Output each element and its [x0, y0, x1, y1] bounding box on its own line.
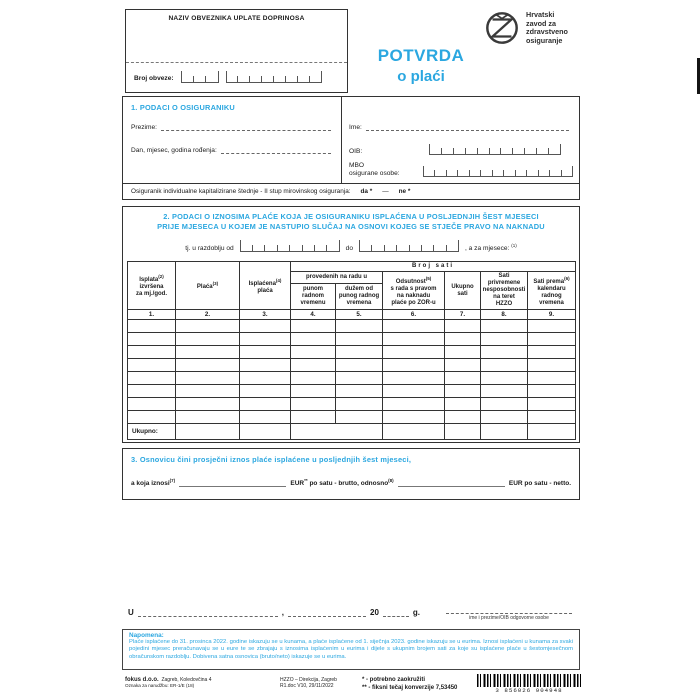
- broj-obveze-row: [134, 71, 341, 83]
- napomena-box: [122, 629, 580, 670]
- table-cell[interactable]: [291, 346, 336, 359]
- table-cell[interactable]: [445, 359, 481, 372]
- period-from-input[interactable]: [240, 240, 340, 252]
- col4-header: punom radnom vremenu: [291, 284, 336, 310]
- comma-label: ,: [281, 608, 285, 617]
- footer-printer-info: [125, 677, 212, 689]
- totals-row: [128, 424, 576, 440]
- pension-option-yes[interactable]: da *: [360, 188, 373, 195]
- table-cell[interactable]: [240, 385, 291, 398]
- broj-obveze-input-1[interactable]: [181, 71, 219, 83]
- barcode-digits: 3 856026 904948: [495, 687, 563, 694]
- table-cell[interactable]: [528, 385, 576, 398]
- period-to-input[interactable]: [359, 240, 459, 252]
- section-1-divider: [341, 97, 342, 183]
- table-cell[interactable]: [336, 359, 383, 372]
- order-code: Oznaka za narudžbu: ER-1/E (18): [125, 683, 195, 688]
- period-prefix-label: tj. u razdoblju od: [185, 245, 234, 252]
- table-cell[interactable]: [240, 372, 291, 385]
- col2-header: Plaća$^{(3)}$: [176, 262, 240, 310]
- table-cell[interactable]: [481, 372, 528, 385]
- title-line-2: o plaći: [397, 68, 445, 85]
- payer-box-title: NAZIV OBVEZNIKA UPLATE DOPRINOSA: [168, 15, 305, 22]
- pension-option-no[interactable]: ne *: [398, 188, 411, 195]
- period-row: [123, 240, 579, 252]
- year-prefix-label: 20: [370, 608, 379, 617]
- table-row: [128, 372, 576, 385]
- table-row: [128, 320, 576, 333]
- table-cell[interactable]: [528, 346, 576, 359]
- col1-header: Isplata$^{(2)}$ izvršena za mj./god.: [128, 262, 176, 310]
- table-cell[interactable]: [383, 411, 445, 424]
- table-cell[interactable]: [291, 398, 336, 411]
- broj-obveze-label: Broj obveze:: [134, 75, 174, 82]
- pension-pillar-row: [123, 183, 579, 199]
- table-cell[interactable]: [445, 346, 481, 359]
- napomena-label: Napomena:: [129, 632, 164, 639]
- period-suffix-label: , a za mjesece: $^{(1)}$: [465, 242, 517, 252]
- section-1-title: 1. PODACI O OSIGURANIKU: [131, 103, 235, 112]
- table-cell[interactable]: [481, 333, 528, 346]
- col7-header: Ukupno sati: [445, 272, 481, 310]
- printer-address: Zagreb, Koledovčina 4: [161, 677, 212, 683]
- amount-netto-input[interactable]: [398, 480, 505, 487]
- col3-header: Isplaćena$^{(4)}$ plaća: [240, 262, 291, 310]
- table-cell[interactable]: [336, 411, 383, 424]
- prezime-input[interactable]: [161, 124, 331, 131]
- total-cell[interactable]: [291, 424, 383, 440]
- barcode-bars: [477, 674, 581, 687]
- table-cell[interactable]: [481, 346, 528, 359]
- table-cell[interactable]: [383, 346, 445, 359]
- mbo-input[interactable]: [423, 166, 573, 177]
- birthdate-input[interactable]: [221, 147, 331, 154]
- table-cell[interactable]: [291, 385, 336, 398]
- table-cell[interactable]: [383, 372, 445, 385]
- table-cell[interactable]: [128, 320, 176, 333]
- napomena-text: Plaće isplaćene do 31. prosinca 2022. godine iskazuju se u kunama, a plaće isplaćene od 1. siječnja 2023. godine iskazuju se u eurima. Iznosi isplaćeni u kunama za svaki pojedini mjesec preračunavaju se u eure te se zbrajaju s iznosima isplaćenim u eurima i dijele s ukupnim brojem sati za koje su isplaćene plaće u šestomjesečnom obračunskom razdoblju. Dobivena satna osnovica (bruto/neto) iskazuje se u eurima.: [129, 639, 573, 660]
- table-cell[interactable]: [481, 385, 528, 398]
- col8-header: Sati privremene nesposobnosti na teret HZZO: [481, 272, 528, 310]
- section-2-salary-data: [122, 206, 580, 443]
- col6-header: Odsutnost$^{(5)}$ s rada s pravom na naknadu plaće po ZOR-u: [383, 272, 445, 310]
- prezime-label: Prezime:: [131, 124, 158, 131]
- barcode: [477, 674, 581, 694]
- amount-brutto-input[interactable]: [179, 480, 286, 487]
- table-cell[interactable]: [481, 411, 528, 424]
- ukupno-label: Ukupno:: [128, 424, 176, 440]
- table-row: [128, 346, 576, 359]
- table-cell[interactable]: [336, 398, 383, 411]
- table-cell[interactable]: [291, 320, 336, 333]
- table-cell[interactable]: [336, 333, 383, 346]
- table-cell[interactable]: [445, 372, 481, 385]
- table-cell[interactable]: [528, 398, 576, 411]
- total-cell[interactable]: [383, 424, 445, 440]
- table-cell[interactable]: [176, 372, 240, 385]
- provedenih-header: provedenih na radu u: [291, 272, 383, 284]
- table-cell[interactable]: [128, 385, 176, 398]
- table-cell[interactable]: [128, 372, 176, 385]
- table-cell[interactable]: [336, 320, 383, 333]
- column-number-row: 1. 2. 3. 4. 5. 6. 7. 8. 9.: [128, 310, 576, 320]
- hzzo-logo-icon: [484, 10, 520, 46]
- table-cell[interactable]: [291, 411, 336, 424]
- u-label: U: [128, 608, 134, 617]
- table-cell[interactable]: [128, 398, 176, 411]
- table-cell[interactable]: [528, 333, 576, 346]
- oib-input[interactable]: [429, 144, 561, 155]
- birthdate-label: Dan, mjesec, godina rođenja:: [131, 147, 217, 154]
- table-cell[interactable]: [240, 320, 291, 333]
- payer-box-divider: [126, 62, 347, 63]
- ime-label: Ime:: [349, 124, 362, 131]
- table-row: [128, 385, 576, 398]
- payer-box: [125, 9, 348, 93]
- table-cell[interactable]: [383, 385, 445, 398]
- g-label: g.: [412, 608, 421, 617]
- ime-input[interactable]: [366, 124, 569, 131]
- table-cell[interactable]: [383, 359, 445, 372]
- table-cell[interactable]: [383, 398, 445, 411]
- table-cell[interactable]: [176, 346, 240, 359]
- footnote-asterisk: * - potrebno zaokružiti: [362, 677, 425, 683]
- table-cell[interactable]: [445, 411, 481, 424]
- period-footnote: (1): [511, 242, 517, 248]
- total-cell[interactable]: [176, 424, 240, 440]
- table-cell[interactable]: [481, 398, 528, 411]
- table-cell[interactable]: [383, 333, 445, 346]
- table-cell[interactable]: [176, 320, 240, 333]
- salary-table: [127, 261, 576, 440]
- table-cell[interactable]: [336, 385, 383, 398]
- table-row: [128, 411, 576, 424]
- printer-name: fokus d.o.o.: [125, 677, 159, 683]
- table-row: [128, 333, 576, 346]
- total-cell[interactable]: [240, 424, 291, 440]
- form-version: R1.doc V10, 29/11/2022: [280, 683, 334, 689]
- table-cell[interactable]: [481, 359, 528, 372]
- pension-label: Osiguranik individualne kapitalizirane štednje - II stup mirovinskog osiguranja:: [131, 188, 351, 195]
- amount-prefix-label: a koja iznosi$^{(7)}$: [131, 478, 176, 488]
- footer-notes: [362, 677, 457, 692]
- table-cell[interactable]: [128, 346, 176, 359]
- table-cell[interactable]: [240, 411, 291, 424]
- table-row: [128, 359, 576, 372]
- mbo-label: MBO osigurane osobe:: [349, 162, 400, 177]
- responsible-person-signature[interactable]: [446, 613, 572, 621]
- table-cell[interactable]: [445, 398, 481, 411]
- footer-hzzo-info: [280, 677, 337, 689]
- section-2-title: 2. PODACI O IZNOSIMA PLAĆE KOJA JE OSIGURANIKU ISPLAĆENA U POSLJEDNJIH ŠEST MJESECI PRIJE MJESECA U KOJEM JE NASTUPIO SLUČAJ NA OSNOVI KOJEG SE STJEČE PRAVO NA NAKNADU: [157, 212, 545, 231]
- total-cell[interactable]: [481, 424, 528, 440]
- col5-header: dužem od punog radnog vremena: [336, 284, 383, 310]
- table-cell[interactable]: [291, 372, 336, 385]
- pension-dash: —: [382, 188, 389, 195]
- logo-block: [484, 10, 568, 46]
- period-do-label: do: [345, 245, 354, 252]
- table-cell[interactable]: [128, 359, 176, 372]
- footnote-double-asterisk: ** - fiksni tečaj konverzije 7,53450: [362, 684, 458, 691]
- table-cell[interactable]: [528, 372, 576, 385]
- table-cell[interactable]: [528, 411, 576, 424]
- table-cell[interactable]: [240, 398, 291, 411]
- table-cell[interactable]: [128, 411, 176, 424]
- table-cell[interactable]: [176, 359, 240, 372]
- table-cell[interactable]: [176, 398, 240, 411]
- hzzo-direkcija: HZZO – Direkcija, Zagreb: [280, 677, 337, 683]
- year-input[interactable]: [383, 609, 409, 617]
- table-cell[interactable]: [176, 333, 240, 346]
- table-cell[interactable]: [528, 320, 576, 333]
- table-cell[interactable]: [291, 359, 336, 372]
- col9-header: Sati prema$^{(6)}$ kalendaru radnog vremena: [528, 272, 576, 310]
- signature-place-date: [128, 608, 446, 617]
- oib-label: OIB:: [349, 148, 363, 155]
- table-cell[interactable]: [445, 333, 481, 346]
- date-input[interactable]: [288, 609, 366, 617]
- table-cell[interactable]: [383, 320, 445, 333]
- table-cell[interactable]: [528, 359, 576, 372]
- table-cell[interactable]: [336, 372, 383, 385]
- section-3-title: 3. Osnovicu čini prosječni iznos plaće isplaćene u posljednjih šest mjeseci,: [131, 455, 412, 464]
- table-cell[interactable]: [240, 359, 291, 372]
- section-1-insured-data: [122, 96, 580, 200]
- amount-line: [131, 478, 571, 487]
- place-input[interactable]: [138, 609, 278, 617]
- salary-table-wrap: [127, 261, 575, 440]
- table-cell[interactable]: [481, 320, 528, 333]
- table-cell[interactable]: [291, 333, 336, 346]
- title-line-1: POTVRDA: [377, 46, 465, 65]
- table-cell[interactable]: [240, 346, 291, 359]
- table-cell[interactable]: [128, 333, 176, 346]
- table-cell[interactable]: [445, 320, 481, 333]
- signature-caption: ime i prezime/OIB odgovorne osobe: [469, 615, 549, 621]
- broj-sati-header: Broj sati: [291, 262, 576, 272]
- eur-brutto-label: EUR** po satu - brutto, odnosno$^{(8)}$: [290, 478, 394, 488]
- table-cell[interactable]: [176, 411, 240, 424]
- table-cell[interactable]: [240, 333, 291, 346]
- document-title: [352, 46, 490, 85]
- table-cell[interactable]: [176, 385, 240, 398]
- eur-netto-label: EUR po satu - netto.: [508, 480, 572, 488]
- table-row: [128, 398, 576, 411]
- total-cell[interactable]: [528, 424, 576, 440]
- table-cell[interactable]: [336, 346, 383, 359]
- total-cell[interactable]: [445, 424, 481, 440]
- logo-text: Hrvatski zavod za zdravstveno osiguranje: [526, 10, 568, 45]
- broj-obveze-input-2[interactable]: [226, 71, 322, 83]
- section-3-base-amount: [122, 448, 580, 500]
- table-cell[interactable]: [445, 385, 481, 398]
